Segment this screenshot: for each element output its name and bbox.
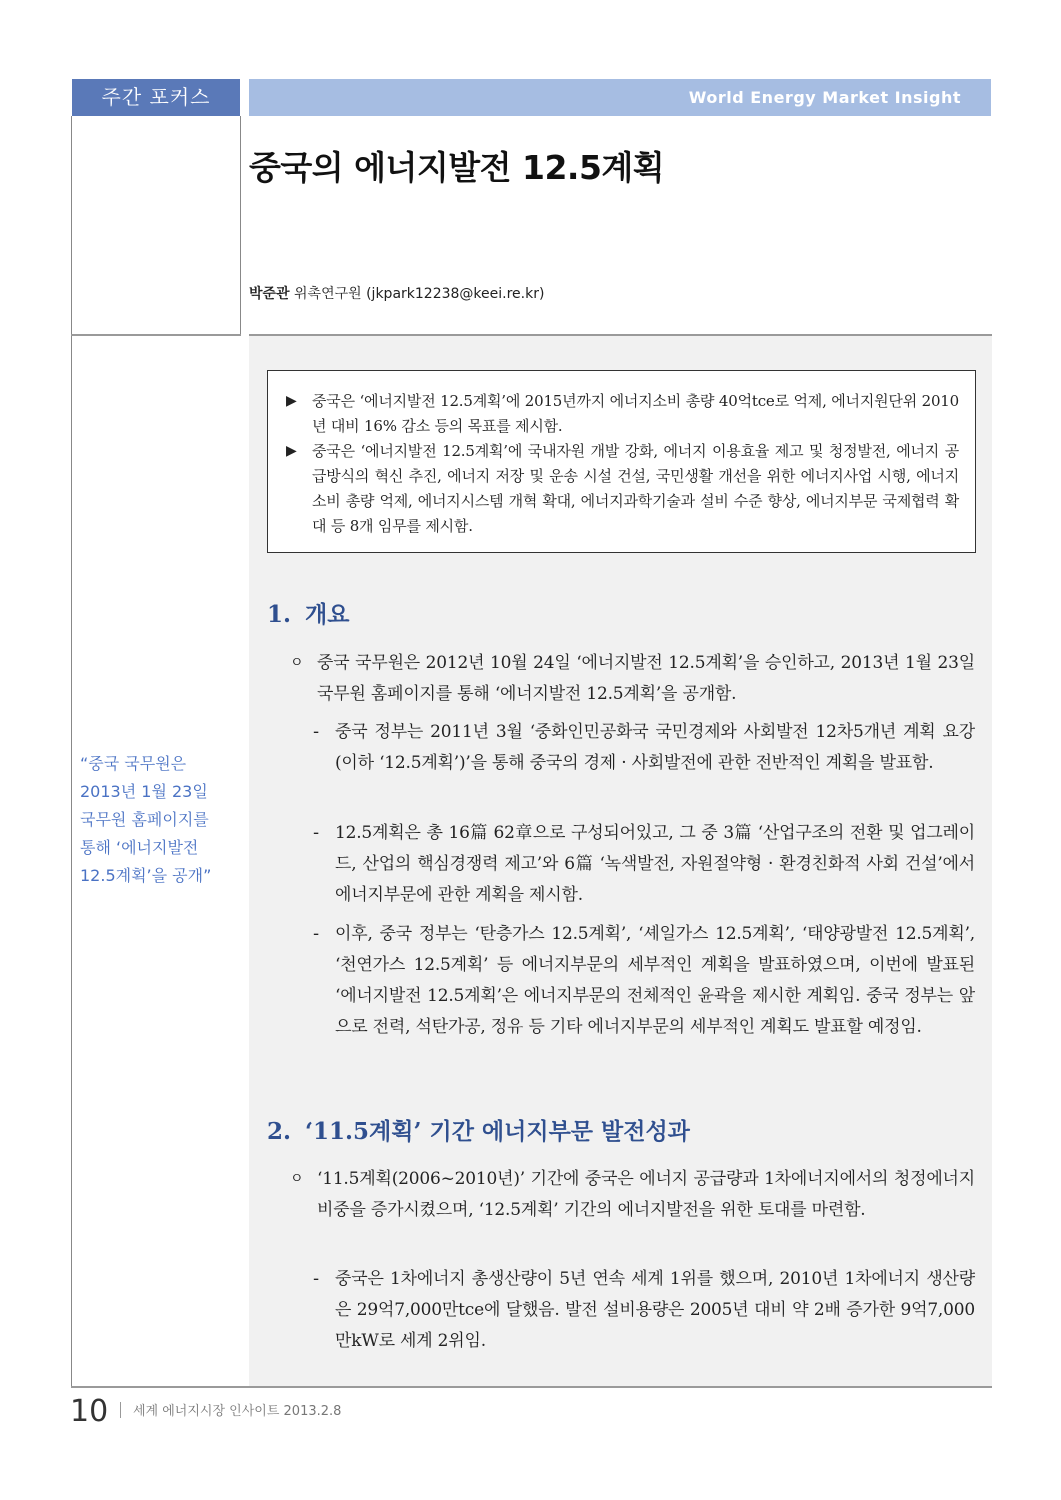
paragraph — [313, 1264, 975, 1357]
bottom-rule — [71, 1386, 992, 1388]
paragraph-text: 중국 정부는 2011년 3월 ‘중화인민공화국 국민경제와 사회발전 12차5개년 계획 요강(이하 ‘12.5계획’)’을 통해 중국의 경제 · 사회발전에 관한 전반적인 계획을 발표함. — [335, 722, 975, 773]
publication-label: World Energy Market Insight — [249, 79, 991, 116]
dash-bullet: - — [313, 823, 319, 843]
pull-quote-line: “중국 국무원은 — [80, 754, 187, 773]
triangle-bullet-icon: ▶ — [286, 393, 297, 409]
footer-publication: 세계 에너지시장 인사이트 2013.2.8 — [133, 1404, 342, 1419]
author-info: 위촉연구원 (jkpark12238@keei.re.kr) — [289, 286, 545, 302]
pull-quote — [80, 750, 240, 890]
summary-item — [286, 439, 959, 539]
section-heading — [267, 596, 349, 629]
section-number: 1. — [267, 601, 292, 628]
paragraph-text: 중국 국무원은 2012년 10월 24일 ‘에너지발전 12.5계획’을 승인하고, 2013년 1월 23일 국무원 홈페이지를 통해 ‘에너지발전 12.5계획’을 공개함. — [317, 653, 975, 704]
author-name: 박준관 — [249, 286, 290, 302]
pull-quote-line: 12.5계획’을 공개” — [80, 866, 212, 885]
triangle-bullet-icon: ▶ — [286, 443, 297, 459]
footer-divider — [120, 1402, 121, 1418]
summary-text: 중국은 ‘에너지발전 12.5계획’에 2015년까지 에너지소비 총량 40억tce로 억제, 에너지원단위 2010년 대비 16% 감소 등의 목표를 제시함. — [312, 392, 959, 435]
paragraph — [290, 1164, 975, 1226]
dash-bullet: - — [313, 1269, 319, 1289]
dash-bullet: - — [313, 722, 319, 742]
summary-item — [286, 389, 959, 439]
pull-quote-line: 통해 ‘에너지발전 — [80, 838, 199, 857]
paragraph — [313, 717, 975, 779]
circle-bullet: ㅇ — [290, 1171, 304, 1187]
pull-quote-line: 국무원 홈페이지를 — [80, 810, 209, 829]
paragraph-text: 이후, 중국 정부는 ‘탄층가스 12.5계획’, ‘셰일가스 12.5계획’, ‘태양광발전 12.5계획’, ‘천연가스 12.5계획’ 등 에너지부문의 세부적인 계획을 발표하였으며, 이번에 발표된 ‘에너지발전 12.5계획’은 에너지부문의 전체적인 윤곽을 제시한 계획임. 중국 정부는 앞으로 전력, 석탄가공, 정유 등 기타 에너지부문의 세부적인 계획도 발표할 예정임. — [335, 924, 975, 1037]
summary-text: 중국은 ‘에너지발전 12.5계획’에 국내자원 개발 강화, 에너지 이용효율 제고 및 청정발전, 에너지 공급방식의 혁신 추진, 에너지 저장 및 운송 시설 건설, 국민생활 개선을 위한 에너지사업 시행, 에너지소비 총량 억제, 에너지시스템 개혁 확대, 에너지과학기술과 설비 수준 향상, 에너지부문 국제협력 확대 등 8개 임무를 제시함. — [312, 442, 960, 535]
paragraph-text: ‘11.5계획(2006~2010년)’ 기간에 중국은 에너지 공급량과 1차에너지에서의 청정에너지 비중을 증가시켰으며, ‘12.5계획’ 기간의 에너지발전을 위한 토대를 마련함. — [317, 1169, 975, 1220]
article-title: 중국의 에너지발전 12.5계획 — [249, 148, 665, 187]
top-rule-left — [71, 334, 241, 336]
paragraph-text: 12.5계획은 총 16篇 62章으로 구성되어있고, 그 중 3篇 ‘산업구조의 전환 및 업그레이드, 산업의 핵심경쟁력 제고’와 6篇 ‘녹색발전, 자원절약형 · 환경친화적 사회 건설’에서 에너지부문에 관한 계획을 제시함. — [335, 823, 975, 905]
summary-box — [267, 370, 976, 553]
header-divider — [240, 116, 241, 334]
paragraph — [313, 818, 975, 911]
dash-bullet: - — [313, 924, 319, 944]
paragraph — [290, 648, 975, 710]
section-number: 2. — [267, 1118, 292, 1145]
section-title: ‘11.5계획’ 기간 에너지부문 발전성과 — [305, 1118, 690, 1145]
circle-bullet: ㅇ — [290, 655, 304, 671]
paragraph — [313, 919, 975, 1043]
page-number: 10 — [70, 1394, 109, 1429]
section-title: 개요 — [305, 601, 350, 628]
author-line — [249, 283, 544, 303]
paragraph-text: 중국은 1차에너지 총생산량이 5년 연속 세계 1위를 했으며, 2010년 1차에너지 생산량은 29억7,000만tce에 달했음. 발전 설비용량은 2005년 대비 약 2배 증가한 9억7,000만kW로 세계 2위임. — [335, 1269, 975, 1351]
pull-quote-line: 2013년 1월 23일 — [80, 782, 208, 801]
section-label: 주간 포커스 — [72, 79, 240, 116]
left-border — [71, 116, 72, 1388]
section-heading — [267, 1113, 690, 1146]
